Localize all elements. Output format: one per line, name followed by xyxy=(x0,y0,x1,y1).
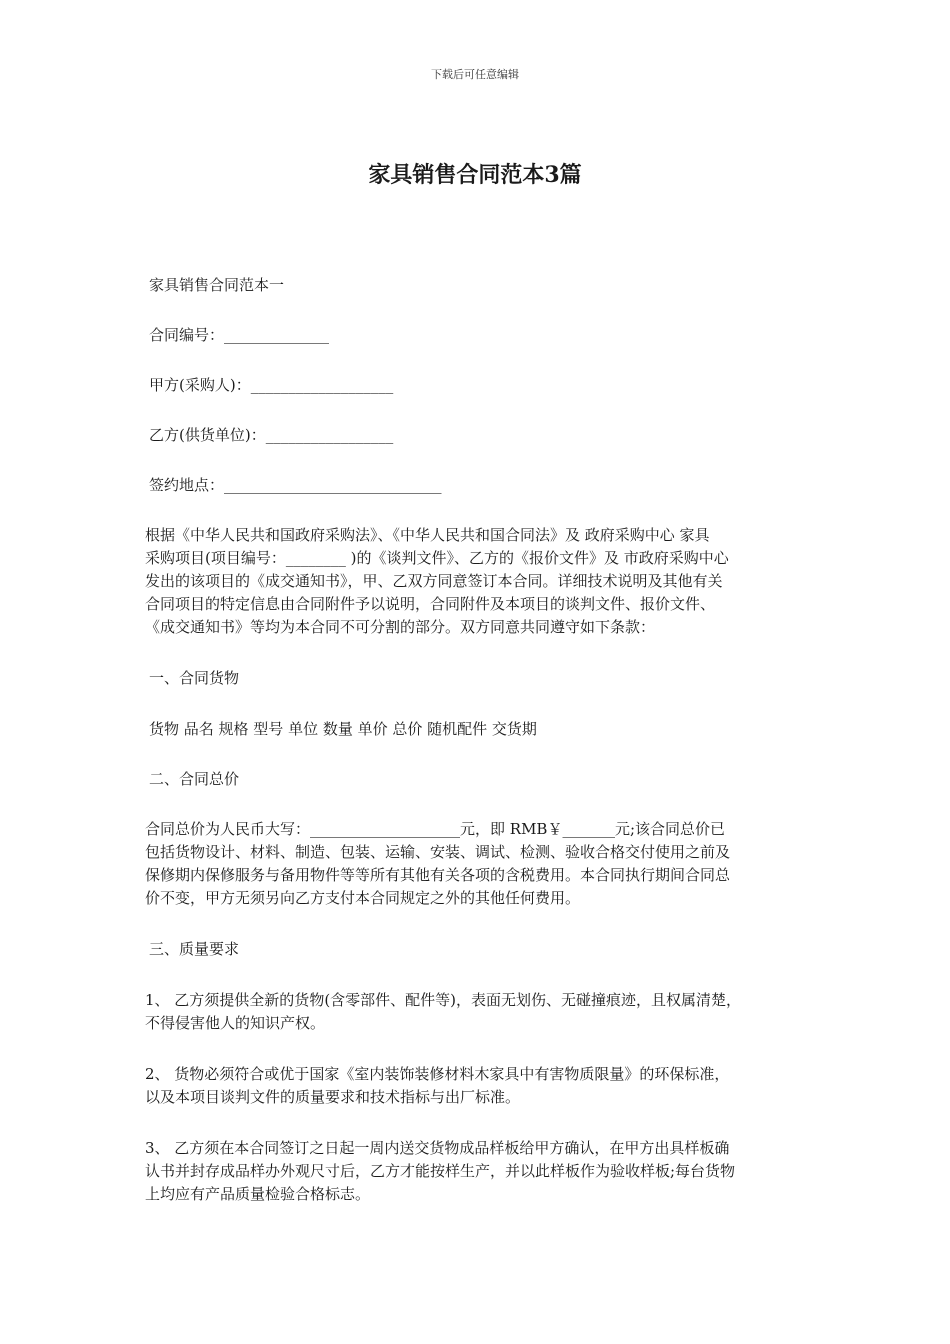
goods-columns-line: 货物 品名 规格 型号 单位 数量 单价 总价 随机配件 交货期 xyxy=(149,720,537,738)
party-a-field: 甲方(采购人)：___________________ xyxy=(149,376,394,394)
quality-item-line: 2、 货物必须符合或优于国家《室内装饰装修材料木家具中有害物质限量》的环保标准， xyxy=(145,1065,730,1083)
preamble-paragraph xyxy=(145,524,820,639)
quality-item-line: 上均应有产品质量检验合格标志。 xyxy=(145,1185,371,1203)
quality-item-1 xyxy=(145,989,820,1035)
preamble-line: 采购项目(项目编号：________ )的《谈判文件》、乙方的《报价文件》及 市政府采购中心 xyxy=(145,549,729,567)
total-price-paragraph xyxy=(145,818,820,910)
contract-number-field: 合同编号：______________ xyxy=(149,326,330,344)
total-price-line: 价不变，甲方无须另向乙方支付本合同规定之外的其他任何费用。 xyxy=(145,889,581,907)
quality-item-line: 1、 乙方须提供全新的货物(含零部件、配件等)，表面无划伤、无碰撞痕迹，且权属清楚， xyxy=(145,991,742,1009)
total-price-line: 保修期内保修服务与备用物件等等所有其他有关各项的含税费用。本合同执行期间合同总 xyxy=(145,866,731,884)
total-price-line: 包括货物设计、材料、制造、包装、运输、安装、调试、检测、验收合格交付使用之前及 xyxy=(145,843,731,861)
preamble-line: 根据《中华人民共和国政府采购法》、《中华人民共和国合同法》及 政府采购中心 家具 xyxy=(145,526,710,544)
quality-item-line: 不得侵害他人的知识产权。 xyxy=(145,1014,326,1032)
total-price-line: 合同总价为人民币大写：____________________元，即 RMB￥_______元;该合同总价已 xyxy=(145,820,725,838)
preamble-line: 发出的该项目的《成交通知书》，甲、乙双方同意签订本合同。详细技术说明及其他有关 xyxy=(145,572,723,590)
quality-item-3 xyxy=(145,1137,820,1206)
quality-item-2 xyxy=(145,1063,820,1109)
preamble-line: 合同项目的特定信息由合同附件予以说明，合同附件及本项目的谈判文件、报价文件、 xyxy=(145,595,716,613)
document-body xyxy=(145,274,820,1206)
header-note: 下载后可任意编辑 xyxy=(431,68,519,81)
party-b-field: 乙方(供货单位)：_________________ xyxy=(149,426,394,444)
quality-item-line: 认书并封存成品样办外观尺寸后，乙方才能按样生产，并以此样板作为验收样板;每台货物 xyxy=(145,1162,736,1180)
document-title: 家具销售合同范本3篇 xyxy=(368,162,582,188)
section-heading-quality: 三、质量要求 xyxy=(149,940,240,958)
signing-location-field: 签约地点：_____________________________ xyxy=(149,476,442,494)
quality-item-line: 3、 乙方须在本合同签订之日起一周内送交货物成品样板给甲方确认，在甲方出具样板确 xyxy=(145,1139,730,1157)
preamble-line: 《成交通知书》等均为本合同不可分割的部分。双方同意共同遵守如下条款： xyxy=(145,618,656,636)
section-heading-contract-one: 家具销售合同范本一 xyxy=(149,276,285,294)
quality-item-line: 以及本项目谈判文件的质量要求和技术指标与出厂标准。 xyxy=(145,1088,521,1106)
section-heading-goods: 一、合同货物 xyxy=(149,669,240,687)
section-heading-total-price: 二、合同总价 xyxy=(149,770,240,788)
